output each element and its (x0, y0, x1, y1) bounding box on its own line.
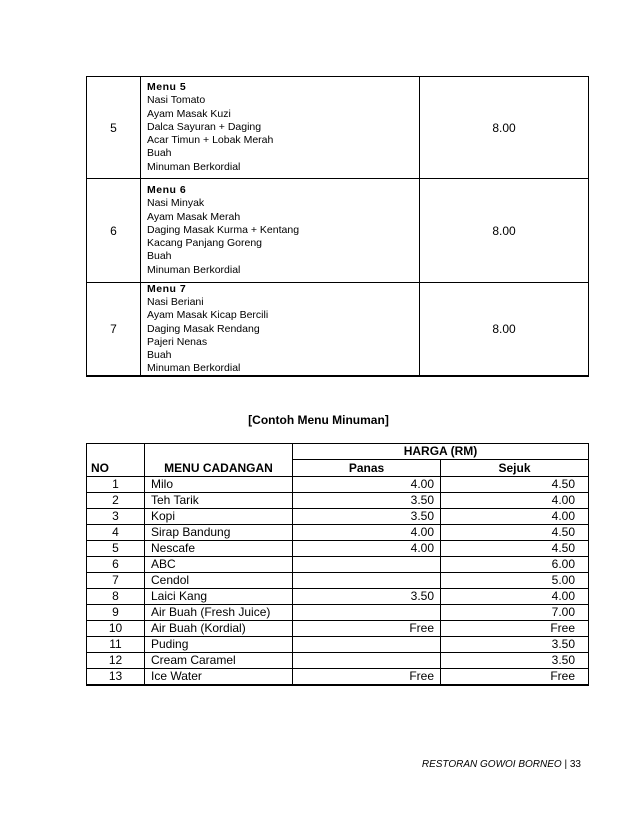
set-menu-row (87, 179, 589, 283)
drink-name: ABC (145, 557, 293, 573)
set-menu-price: 8.00 (420, 77, 589, 179)
drink-price-panas: 3.50 (293, 493, 441, 509)
page-footer (422, 759, 581, 770)
page-number: 33 (569, 759, 581, 770)
drink-price-panas (293, 605, 441, 621)
drink-name: Cream Caramel (145, 653, 293, 669)
drink-row (87, 621, 589, 637)
drink-name: Teh Tarik (145, 493, 293, 509)
drink-name: Milo (145, 477, 293, 493)
drink-price-sejuk: 4.50 (441, 525, 589, 541)
drink-price-sejuk: 4.00 (441, 509, 589, 525)
set-menu-item: Dalca Sayuran + Daging (147, 120, 262, 133)
footer-restaurant: RESTORAN GOWOI BORNEO (421, 759, 562, 770)
drink-price-sejuk: Free (441, 669, 589, 686)
drink-name: Nescafe (145, 541, 293, 557)
set-menu-price: 8.00 (420, 179, 589, 283)
drink-price-sejuk: Free (441, 621, 589, 637)
drinks-table (86, 443, 589, 686)
drink-number: 5 (87, 541, 145, 557)
set-menu-item: Ayam Masak Merah (147, 210, 241, 223)
drink-row (87, 477, 589, 493)
drink-name: Cendol (145, 573, 293, 589)
drink-number: 3 (87, 509, 145, 525)
set-menu-contents (141, 77, 420, 179)
drinks-caption (0, 413, 638, 427)
footer-separator: | (564, 759, 568, 770)
drink-price-panas (293, 637, 441, 653)
drink-price-sejuk: 4.50 (441, 541, 589, 557)
set-menu-item: Daging Masak Kurma + Kentang (147, 223, 300, 236)
drink-number: 12 (87, 653, 145, 669)
drink-price-panas (293, 653, 441, 669)
drinks-body (87, 477, 589, 686)
set-menu-number: 6 (87, 179, 141, 283)
drink-row (87, 653, 589, 669)
header-panas: Panas (293, 460, 441, 477)
drink-row (87, 541, 589, 557)
drink-row (87, 589, 589, 605)
drink-price-panas: 4.00 (293, 477, 441, 493)
set-menu-title: Menu 7 (147, 283, 187, 295)
set-menu-item: Buah (147, 147, 172, 160)
drinks-caption-text: [Contoh Menu Minuman] (248, 413, 389, 427)
set-menu-item: Buah (147, 250, 172, 263)
drink-price-sejuk: 4.00 (441, 493, 589, 509)
drink-number: 2 (87, 493, 145, 509)
set-menu-row (87, 77, 589, 179)
set-menu-item: Minuman Berkordial (147, 362, 241, 375)
set-menu-item: Minuman Berkordial (147, 160, 241, 173)
drink-number: 9 (87, 605, 145, 621)
set-menu-number: 7 (87, 283, 141, 377)
drink-price-sejuk: 3.50 (441, 637, 589, 653)
set-menu-item: Nasi Minyak (147, 197, 205, 210)
drink-row (87, 509, 589, 525)
drink-row (87, 493, 589, 509)
drink-row (87, 669, 589, 686)
drink-number: 6 (87, 557, 145, 573)
drink-row (87, 637, 589, 653)
set-menu-item: Ayam Masak Kuzi (147, 107, 231, 120)
set-menu-title: Menu 6 (147, 184, 187, 197)
drink-price-panas (293, 573, 441, 589)
drink-price-sejuk: 5.00 (441, 573, 589, 589)
set-menu-table (86, 76, 589, 377)
set-menu-item: Buah (147, 349, 172, 362)
drink-number: 8 (87, 589, 145, 605)
set-menu-price: 8.00 (420, 283, 589, 377)
drinks-header-row (87, 444, 589, 460)
set-menu-item: Kacang Panjang Goreng (147, 237, 263, 250)
header-no: NO (87, 444, 145, 477)
drink-price-panas: 3.50 (293, 589, 441, 605)
drink-price-sejuk: 6.00 (441, 557, 589, 573)
drink-price-panas: 4.00 (293, 525, 441, 541)
drink-price-panas: 4.00 (293, 541, 441, 557)
drink-number: 10 (87, 621, 145, 637)
drink-price-panas (293, 557, 441, 573)
drink-row (87, 525, 589, 541)
drink-price-sejuk: 3.50 (441, 653, 589, 669)
drink-price-sejuk: 7.00 (441, 605, 589, 621)
drink-name: Ice Water (145, 669, 293, 686)
drink-name: Puding (145, 637, 293, 653)
drink-number: 7 (87, 573, 145, 589)
drink-price-sejuk: 4.00 (441, 589, 589, 605)
drink-name: Air Buah (Fresh Juice) (145, 605, 293, 621)
header-sejuk: Sejuk (441, 460, 589, 477)
drink-row (87, 573, 589, 589)
set-menu-contents (141, 179, 420, 283)
set-menu-number: 5 (87, 77, 141, 179)
drink-name: Laici Kang (145, 589, 293, 605)
set-menu-item: Nasi Tomato (147, 94, 206, 107)
set-menu-item: Acar Timun + Lobak Merah (147, 134, 274, 147)
drink-price-panas: Free (293, 621, 441, 637)
drink-name: Air Buah (Kordial) (145, 621, 293, 637)
drink-name: Kopi (145, 509, 293, 525)
drink-price-sejuk: 4.50 (441, 477, 589, 493)
set-menu-body (87, 77, 589, 377)
set-menu-title: Menu 5 (147, 81, 187, 94)
header-harga: HARGA (RM) (293, 444, 589, 460)
drink-price-panas: Free (293, 669, 441, 686)
drink-number: 4 (87, 525, 145, 541)
set-menu-row (87, 283, 589, 377)
drink-number: 13 (87, 669, 145, 686)
set-menu-item: Ayam Masak Kicap Bercili (147, 309, 269, 322)
set-menu-item: Nasi Beriani (147, 296, 204, 309)
drink-price-panas: 3.50 (293, 509, 441, 525)
drink-number: 1 (87, 477, 145, 493)
set-menu-item: Pajeri Nenas (147, 335, 208, 348)
drink-row (87, 605, 589, 621)
header-menu: MENU CADANGAN (145, 444, 293, 477)
drink-name: Sirap Bandung (145, 525, 293, 541)
drink-number: 11 (87, 637, 145, 653)
set-menu-item: Daging Masak Rendang (147, 322, 260, 335)
set-menu-contents (141, 283, 420, 377)
set-menu-item: Minuman Berkordial (147, 263, 241, 276)
drink-row (87, 557, 589, 573)
